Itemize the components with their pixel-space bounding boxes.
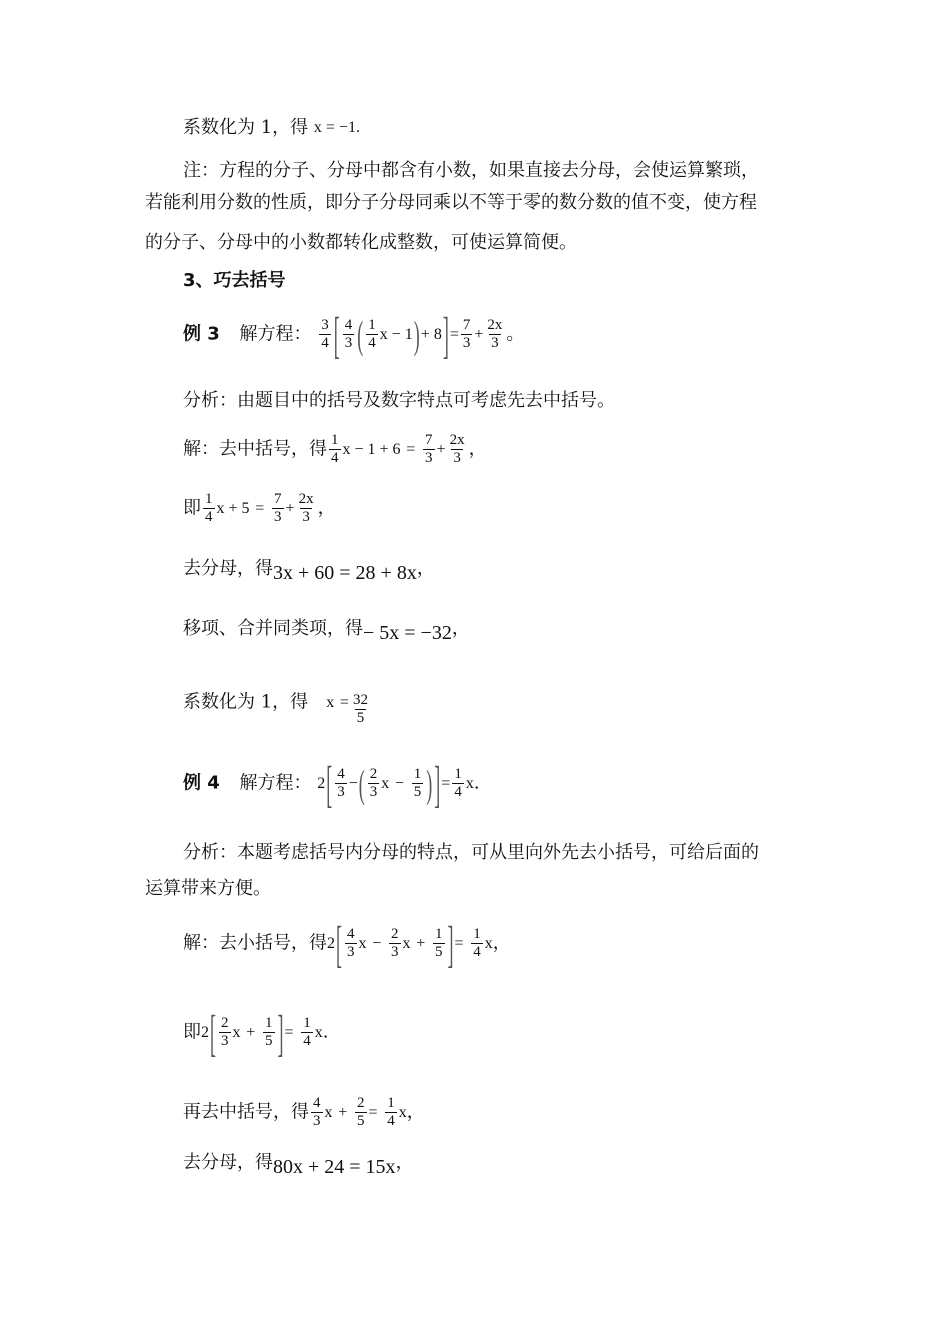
example-3-step-5: 系数化为 1，得 x = $\frac{32}{5}$ — [183, 691, 368, 726]
example-4-analysis-1: 分析：本题考虑括号内分母的特点，可从里向外先去小括号，可给后面的 — [183, 842, 759, 863]
note-line-3: 的分子、分母中的小数都转化成整数，可使运算简便。 — [145, 232, 577, 253]
example-4-prompt: 解方程： — [239, 772, 312, 794]
example-4-problem: 例 4 解方程： 2[ $\frac{4}{3}$ −( $\frac{2}{3}$ x − $\frac{1}{5}$ ) ]= $\frac{1}{4}$ x. — [183, 755, 480, 812]
line-coefficient-1: 系数化为 1，得 x = −1. — [183, 115, 360, 141]
right-paren: ) — [413, 312, 420, 357]
example-3-analysis: 分析：由题目中的括号及数字特点可考虑先去中括号。 — [183, 390, 615, 411]
example-3-step-4: 移项、合并同类项，得− 5x = −32， — [183, 618, 470, 644]
left-paren: ( — [357, 312, 364, 357]
example-4-step-4: 去分母，得80x + 24 = 15x， — [183, 1152, 414, 1178]
example-3-step-3: 去分母，得3x + 60 = 28 + 8x， — [183, 558, 435, 584]
example-3-label: 例 3 — [183, 323, 220, 345]
note-line-2: 若能利用分数的性质，即分子分母同乘以不等于零的数分数的值不变，使方程 — [145, 192, 757, 213]
example-4-step-1: 解：去小括号，得2[ $\frac{4}{3}$ x − $\frac{2}{3}$ x + $\frac{1}{5}$ ]= $\frac{1}{4}$ x， — [183, 915, 511, 972]
example-4-analysis-2: 运算带来方便。 — [145, 878, 271, 899]
example-3-problem: 例 3 解方程： $\frac{3}{4}$ [ $\frac{4}{3}$ ( $\frac{1}{4}$ x − 1)+ 8]= $\frac{7}{3}$ + $\frac{2x}{3}$ 。 — [183, 306, 525, 363]
math-x-eq-neg1: x = −1. — [313, 119, 360, 136]
example-3-step-1: 解：去中括号，得 $\frac{1}{4}$ x − 1 + 6 = $\frac{7}{3}$ + $\frac{2x}{3}$ ， — [183, 432, 487, 466]
fraction-3-4: $\frac{3}{4}$ — [321, 317, 329, 351]
right-bracket: ] — [442, 306, 449, 363]
example-4-step-3: 再去中括号，得 $\frac{4}{3}$ x + $\frac{2}{5}$ = $\frac{1}{4}$ x， — [183, 1095, 425, 1129]
example-3-step-2: 即 $\frac{1}{4}$ x + 5 = $\frac{7}{3}$ + $\frac{2x}{3}$ ， — [183, 491, 336, 525]
left-bracket: [ — [333, 306, 340, 363]
note-line-1: 注：方程的分子、分母中都含有小数，如果直接去分母，会使运算繁琐， — [183, 160, 759, 181]
example-3-prompt: 解方程： — [239, 323, 312, 345]
section-title: 3、巧去括号 — [183, 270, 286, 291]
example-4-label: 例 4 — [183, 772, 220, 794]
example-4-step-2: 即2[ $\frac{2}{3}$ x + $\frac{1}{5}$ ]= $\frac{1}{4}$ x. — [183, 1004, 329, 1061]
